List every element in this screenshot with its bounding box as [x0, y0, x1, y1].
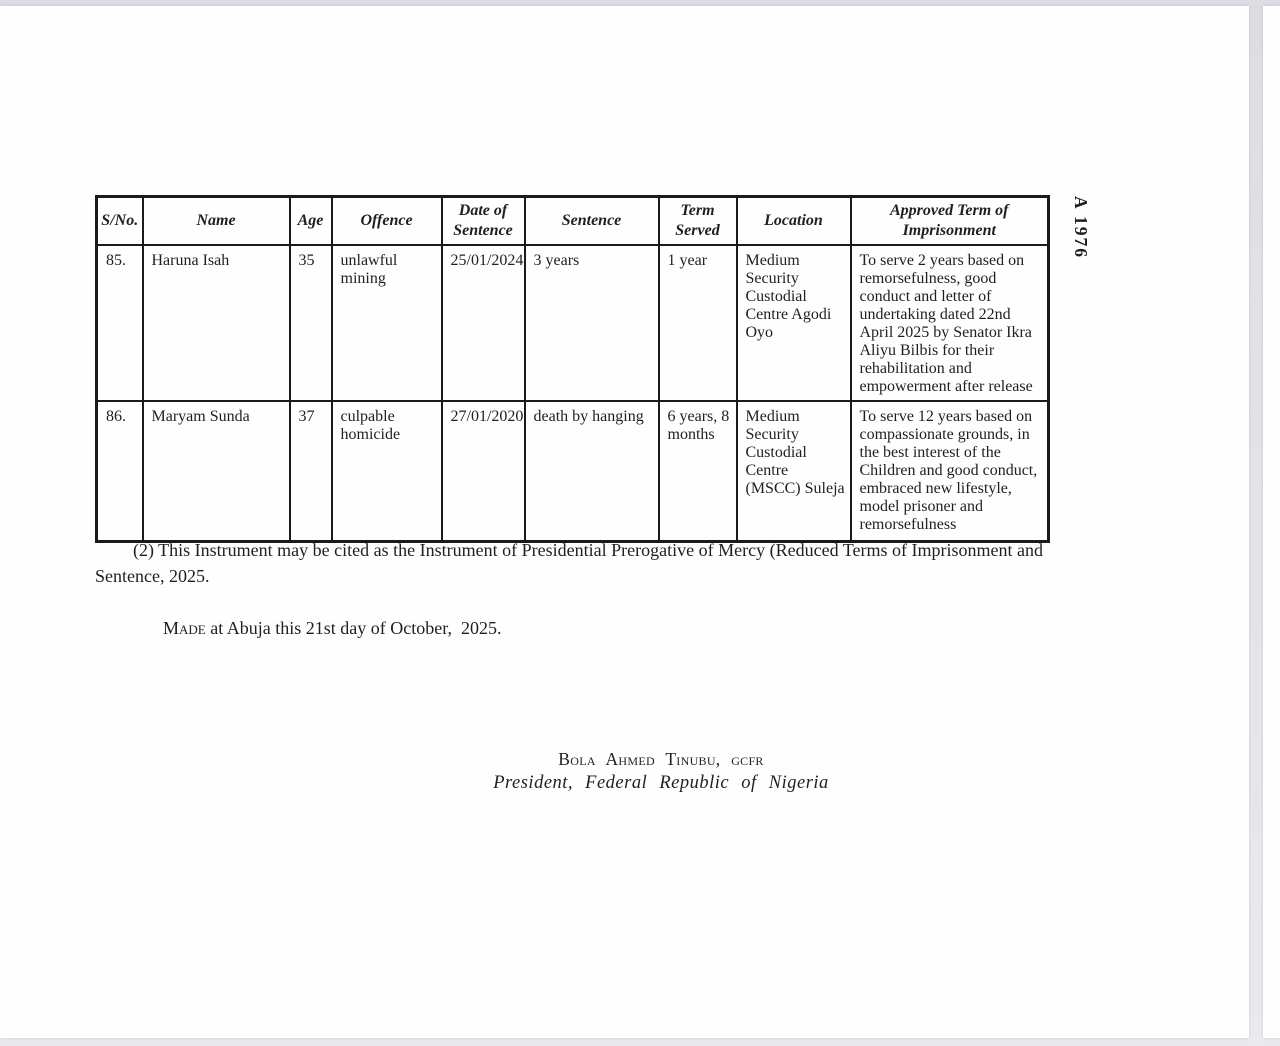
- cell-date-of-sentence: 25/01/2024: [442, 245, 525, 401]
- cell-sentence: death by hanging: [525, 401, 659, 541]
- prerogative-of-mercy-table: [95, 195, 1050, 543]
- col-header-approved-term: Approved Term of Imprisonment: [851, 197, 1049, 246]
- table-row: [97, 245, 1049, 401]
- cell-approved-term: To serve 12 years based on compassionate grounds, in the best interest of the Children and good conduct, embraced new lifestyle, model prisoner and remorsefulness: [851, 401, 1049, 541]
- cell-sno: 85.: [97, 245, 143, 401]
- col-header-location: Location: [737, 197, 851, 246]
- signatory-name-text: Bola Ahmed Tinubu,: [558, 749, 721, 769]
- cell-sentence: 3 years: [525, 245, 659, 401]
- cell-term-served: 6 years, 8 months: [659, 401, 737, 541]
- cell-age: 37: [290, 401, 332, 541]
- cell-offence: culpable homicide: [332, 401, 442, 541]
- cell-date-of-sentence: 27/01/2020: [442, 401, 525, 541]
- col-header-name: Name: [143, 197, 290, 246]
- made-at-line: [163, 618, 501, 639]
- cell-location: Medium Security Custodial Centre Agodi Oyo: [737, 245, 851, 401]
- page-number-vertical: A 1976: [1071, 196, 1091, 260]
- col-header-date-of-sentence: Date of Sentence: [442, 197, 525, 246]
- signatory-name: [60, 749, 1262, 770]
- made-rest: at Abuja this 21st day of October, 2025.: [205, 618, 502, 638]
- cell-name: Haruna Isah: [143, 245, 290, 401]
- col-header-offence: Offence: [332, 197, 442, 246]
- gazette-page: [0, 6, 1249, 1038]
- adjacent-page-edge: [1263, 6, 1280, 1038]
- table-row: [97, 401, 1049, 541]
- col-header-age: Age: [290, 197, 332, 246]
- col-header-sentence: Sentence: [525, 197, 659, 246]
- cell-age: 35: [290, 245, 332, 401]
- cell-sno: 86.: [97, 401, 143, 541]
- citation-paragraph: (2) This Instrument may be cited as the Instrument of Presidential Prerogative of Mercy (Reduced Terms of Imprisonment and Sentence, 2025.: [95, 540, 1043, 586]
- col-header-term-served: Term Served: [659, 197, 737, 246]
- cell-offence: unlawful mining: [332, 245, 442, 401]
- cell-name: Maryam Sunda: [143, 401, 290, 541]
- signatory-title: President, Federal Republic of Nigeria: [493, 773, 829, 793]
- table-header-row: [97, 197, 1049, 246]
- cell-term-served: 1 year: [659, 245, 737, 401]
- signatory-honorific: gcfr: [731, 749, 764, 769]
- cell-location: Medium Security Custodial Centre (MSCC) Suleja: [737, 401, 851, 541]
- cell-approved-term: To serve 2 years based on remorsefulness, good conduct and letter of undertaking dated 22nd April 2025 by Senator Ikra Aliyu Bilbis for their rehabilitation and empowerment after release: [851, 245, 1049, 401]
- signature-block: [60, 749, 1262, 794]
- col-header-sno: S/No.: [97, 197, 143, 246]
- made-word: Made: [163, 618, 206, 638]
